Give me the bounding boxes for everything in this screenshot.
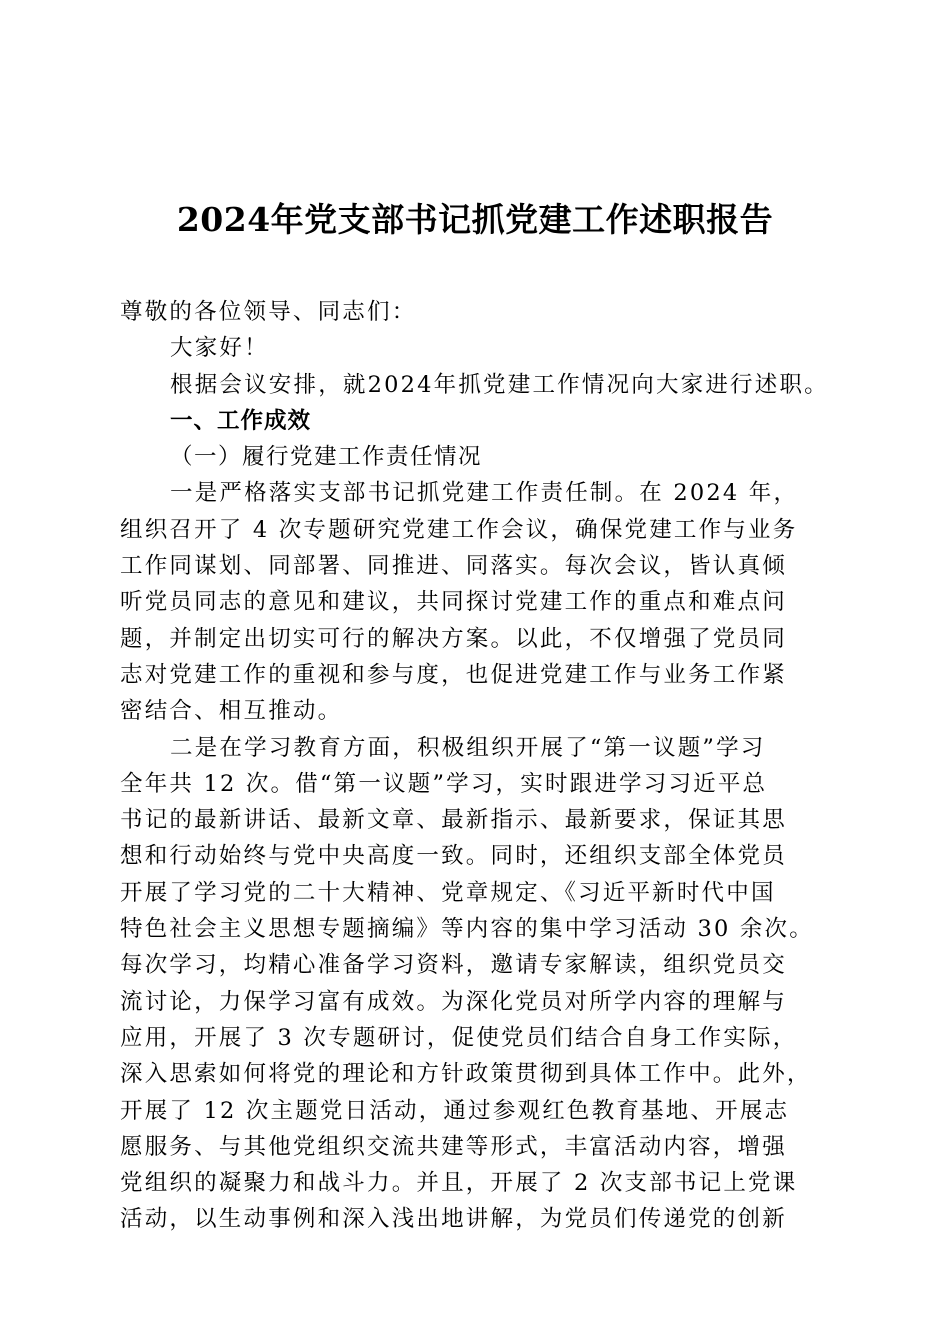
paragraph-line: 活动，以生动事例和深入浅出地讲解，为党员们传递党的创新 <box>120 1206 787 1233</box>
greeting: 大家好！ <box>170 335 269 362</box>
paragraph-line: 题，并制定出切实可行的解决方案。以此，不仅增强了党员同 <box>120 625 787 652</box>
paragraph-line: 志对党建工作的重视和参与度，也促进党建工作与业务工作紧 <box>120 661 787 688</box>
document-title: 2024年党支部书记抓党建工作述职报告 <box>176 200 774 239</box>
paragraph-line: 党组织的凝聚力和战斗力。并且，开展了 2 次支部书记上党课 <box>120 1170 798 1197</box>
paragraph-line: 全年共 12 次。借“第一议题”学习，实时跟进学习习近平总 <box>120 770 768 797</box>
paragraph-line: 应用，开展了 3 次专题研讨，促使党员们结合自身工作实际， <box>120 1024 798 1051</box>
paragraph-line: 书记的最新讲话、最新文章、最新指示、最新要求，保证其思 <box>120 807 787 834</box>
paragraph-line: 特色社会主义思想专题摘编》等内容的集中学习活动 30 余次。 <box>120 916 814 943</box>
subsection-heading-responsibility: （一）履行党建工作责任情况 <box>170 444 483 471</box>
paragraph-line: 开展了学习党的二十大精神、党章规定、《习近平新时代中国 <box>120 879 776 906</box>
paragraph-responsibility-system <box>120 475 840 729</box>
paragraph-line: 想和行动始终与党中央高度一致。同时，还组织支部全体党员 <box>120 843 787 870</box>
salutation: 尊敬的各位领导、同志们： <box>120 299 417 325</box>
section-heading-work-results: 一、工作成效 <box>170 407 312 434</box>
paragraph-line: 密结合、相互推动。 <box>120 698 343 725</box>
paragraph-line: 听党员同志的意见和建议，共同探讨党建工作的重点和难点问 <box>120 589 787 616</box>
paragraph-line: 一是严格落实支部书记抓党建工作责任制。在 2024 年， <box>170 480 799 507</box>
document-body <box>120 294 840 1238</box>
paragraph-line: 开展了 12 次主题党日活动，通过参观红色教育基地、开展志 <box>120 1097 790 1124</box>
paragraph-line: 流讨论，力保学习富有成效。为深化党员对所学内容的理解与 <box>120 988 787 1015</box>
paragraph-line: 愿服务、与其他党组织交流共建等形式，丰富活动内容，增强 <box>120 1133 787 1160</box>
paragraph-line: 组织召开了 4 次专题研究党建工作会议，确保党建工作与业务 <box>120 516 798 543</box>
paragraph-line: 工作同谋划、同部署、同推进、同落实。每次会议，皆认真倾 <box>120 553 787 580</box>
paragraph-line: 每次学习，均精心准备学习资料，邀请专家解读，组织党员交 <box>120 952 787 979</box>
paragraph-study-education <box>120 730 840 1238</box>
intro-paragraph: 根据会议安排，就2024年抓党建工作情况向大家进行述职。 <box>170 371 829 398</box>
paragraph-line: 深入思索如何将党的理论和方针政策贯彻到具体工作中。此外， <box>120 1061 812 1088</box>
paragraph-line: 二是在学习教育方面，积极组织开展了“第一议题”学习 <box>170 734 766 761</box>
